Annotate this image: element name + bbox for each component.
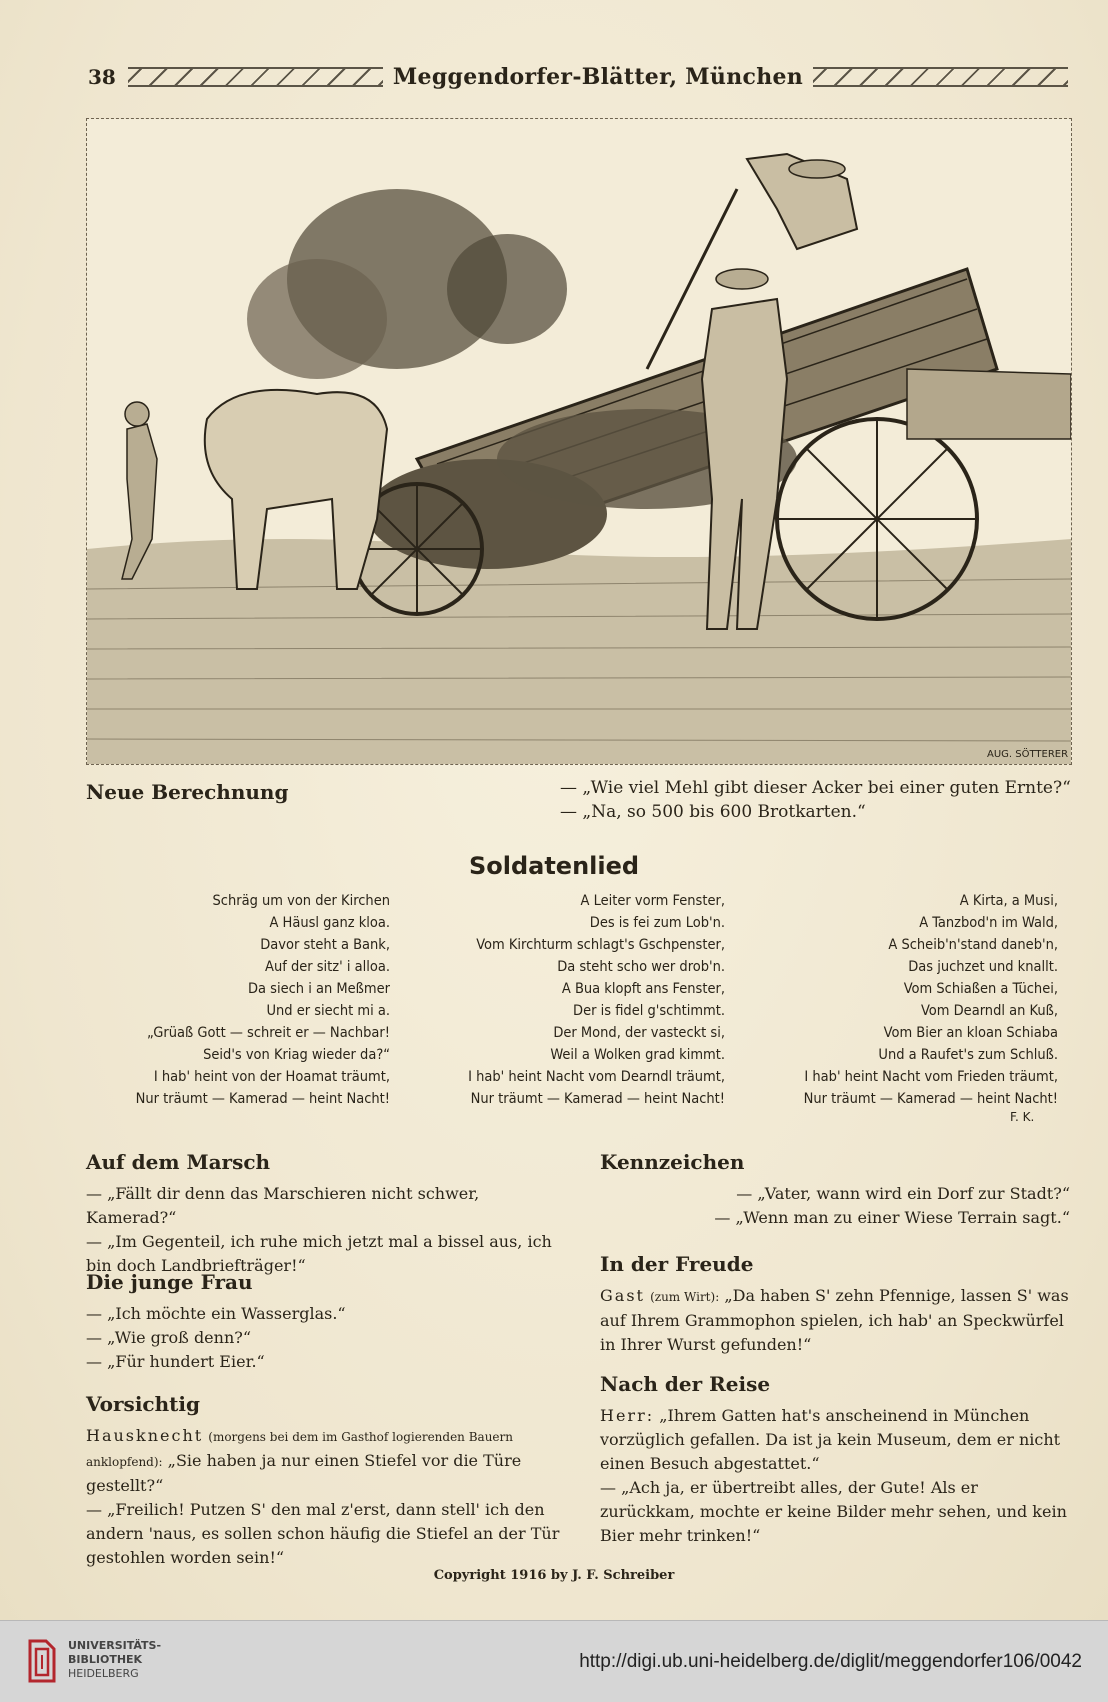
joke-speaker: Herr: (600, 1406, 655, 1425)
header-ornament-left (128, 67, 383, 87)
verse-line: A Leiter vorm Fenster, (580, 893, 725, 909)
caption-line: — „Wie viel Mehl gibt dieser Acker bei einer guten Ernte?“ (560, 778, 1071, 798)
joke-in-der-freude (600, 1252, 1070, 1357)
verse-line: Des is fei zum Lob'n. (589, 915, 725, 931)
caption-line: — „Na, so 500 bis 600 Brotkarten.“ (560, 802, 866, 822)
joke-speaker: Gast (600, 1286, 645, 1305)
caption-heading: Neue Berechnung (86, 780, 289, 804)
verse-line: Schräg um von der Kirchen (212, 893, 390, 909)
library-logo-icon (24, 1635, 60, 1687)
verse-line: Nur träumt — Kamerad — heint Nacht! (135, 1091, 390, 1107)
joke-title: Kennzeichen (600, 1150, 745, 1174)
joke-line (86, 1424, 560, 1498)
joke-kennzeichen (600, 1150, 1070, 1230)
song-stanza-2 (415, 890, 725, 1110)
verse-line: Das juchzet und knallt. (908, 959, 1058, 975)
joke-line (600, 1404, 1070, 1476)
joke-quote: „Da haben S' zehn Pfennige, lassen S' was auf Ihrem Grammophon spielen, ich hab' an Speckwürfel in Ihrer Wurst gefunden!“ (600, 1286, 1069, 1354)
verse-line: A Kirta, a Musi, (959, 893, 1058, 909)
page-number: 38 (88, 65, 116, 89)
joke-line: — „Fällt dir denn das Marschieren nicht schwer, Kamerad?“ (86, 1184, 480, 1227)
joke-line: — „Für hundert Eier.“ (86, 1352, 265, 1371)
joke-line: — „Vater, wann wird ein Dorf zur Stadt?“ (736, 1184, 1070, 1203)
verse-line: „Grüaß Gott — schreit er — Nachbar! (147, 1025, 390, 1041)
viewer-footer (0, 1620, 1108, 1702)
verse-line: Nur träumt — Kamerad — heint Nacht! (803, 1091, 1058, 1107)
verse-line: I hab' heint Nacht vom Frieden träumt, (804, 1069, 1058, 1085)
verse-line: Der is fidel g'schtimmt. (573, 1003, 725, 1019)
caption-dialogue (560, 776, 1080, 824)
verse-line: I hab' heint von der Hoamat träumt, (153, 1069, 390, 1085)
library-name-line: UNIVERSITÄTS- (68, 1639, 162, 1652)
joke-quote: „Sie haben ja nur einen Stiefel vor die Türe gestellt?“ (86, 1451, 522, 1495)
verse-line: Und er siecht mi a. (266, 1003, 390, 1019)
joke-line (600, 1284, 1070, 1357)
verse-line: Weil a Wolken grad kimmt. (550, 1047, 725, 1063)
joke-line: — „Freilich! Putzen S' den mal z'erst, dann stell' ich den andern 'naus, es sollen schon häufig die Stiefel an der Tür gestohlen worden sein!“ (86, 1500, 560, 1567)
stage-direction: (morgens bei dem im Gasthof logierenden Bauern anklopfend): (86, 1430, 513, 1469)
masthead-title: Meggendorfer-Blätter, München (392, 64, 804, 90)
verse-line: Vom Bier an kloan Schiaba (883, 1025, 1058, 1041)
engraving-illustration (86, 118, 1072, 765)
joke-title: Die junge Frau (86, 1270, 253, 1294)
hay-wagon-drawing (87, 119, 1071, 764)
verse-line: Seid's von Kriag wieder da?“ (203, 1047, 390, 1063)
verse-line: Da siech i an Meßmer (248, 981, 390, 997)
verse-line: Und a Raufet's zum Schluß. (878, 1047, 1058, 1063)
artist-signature: AUG. SÖTTERER (987, 749, 1069, 760)
verse-line: Vom Kirchturm schlagt's Gschpenster, (476, 937, 725, 953)
song-stanza-1 (80, 890, 390, 1110)
joke-line: — „Wenn man zu einer Wiese Terrain sagt.“ (714, 1208, 1070, 1227)
library-name-line: HEIDELBERG (68, 1667, 139, 1680)
joke-line: — „Ich möchte ein Wasserglas.“ (86, 1304, 346, 1323)
joke-quote: „Ihrem Gatten hat's anscheinend in München vorzüglich gefallen. Da ist ja kein Museum, dem er nicht einen Besuch abgestattet.“ (600, 1406, 1061, 1473)
joke-speaker: Hausknecht (86, 1426, 204, 1445)
verse-line: Nur träumt — Kamerad — heint Nacht! (470, 1091, 725, 1107)
joke-vorsichtig (86, 1392, 560, 1570)
verse-line: Vom Dearndl an Kuß, (921, 1003, 1058, 1019)
joke-title: Nach der Reise (600, 1372, 771, 1396)
header-ornament-right (813, 67, 1068, 87)
joke-nach-der-reise (600, 1372, 1070, 1548)
verse-line: Vom Schiaßen a Tüchei, (903, 981, 1058, 997)
joke-title: In der Freude (600, 1252, 754, 1276)
song-title: Soldatenlied (468, 852, 640, 880)
verse-line: Der Mond, der vasteckt si, (553, 1025, 725, 1041)
song-author: F. K. (1010, 1110, 1035, 1124)
library-name (68, 1639, 161, 1681)
caption-title (86, 780, 288, 804)
source-url-link[interactable]: http://digi.ub.uni-heidelberg.de/diglit/meggendorfer106/0042 (579, 1651, 1082, 1672)
copyright-notice: Copyright 1916 by J. F. Schreiber (433, 1568, 675, 1583)
verse-line: A Tanzbod'n im Wald, (919, 915, 1058, 931)
song-stanza-3 (748, 890, 1058, 1110)
verse-line: I hab' heint Nacht vom Dearndl träumt, (468, 1069, 725, 1085)
joke-line: — „Im Gegenteil, ich ruhe mich jetzt mal a bissel aus, ich bin doch Landbriefträger!“ (86, 1232, 552, 1275)
library-name-line: BIBLIOTHEK (68, 1653, 143, 1666)
joke-auf-dem-marsch (86, 1150, 560, 1278)
joke-die-junge-frau (86, 1270, 560, 1374)
verse-line: A Bua klopft ans Fenster, (561, 981, 725, 997)
joke-title: Auf dem Marsch (86, 1150, 271, 1174)
joke-title: Vorsichtig (86, 1392, 200, 1416)
verse-line: Da steht scho wer drob'n. (557, 959, 725, 975)
joke-line: — „Ach ja, er übertreibt alles, der Gute! Als er zurückkam, mochte er keine Bilder mehr sehen, und kein Bier mehr trinken!“ (600, 1478, 1067, 1545)
verse-line: Auf der sitz' i alloa. (265, 959, 390, 975)
joke-line: — „Wie groß denn?“ (86, 1328, 252, 1347)
verse-line: A Scheib'n'stand daneb'n, (888, 937, 1058, 953)
page-header (88, 62, 1068, 92)
verse-line: A Häusl ganz kloa. (269, 915, 390, 931)
stage-direction: (zum Wirt): (650, 1290, 720, 1304)
verse-line: Davor steht a Bank, (260, 937, 390, 953)
